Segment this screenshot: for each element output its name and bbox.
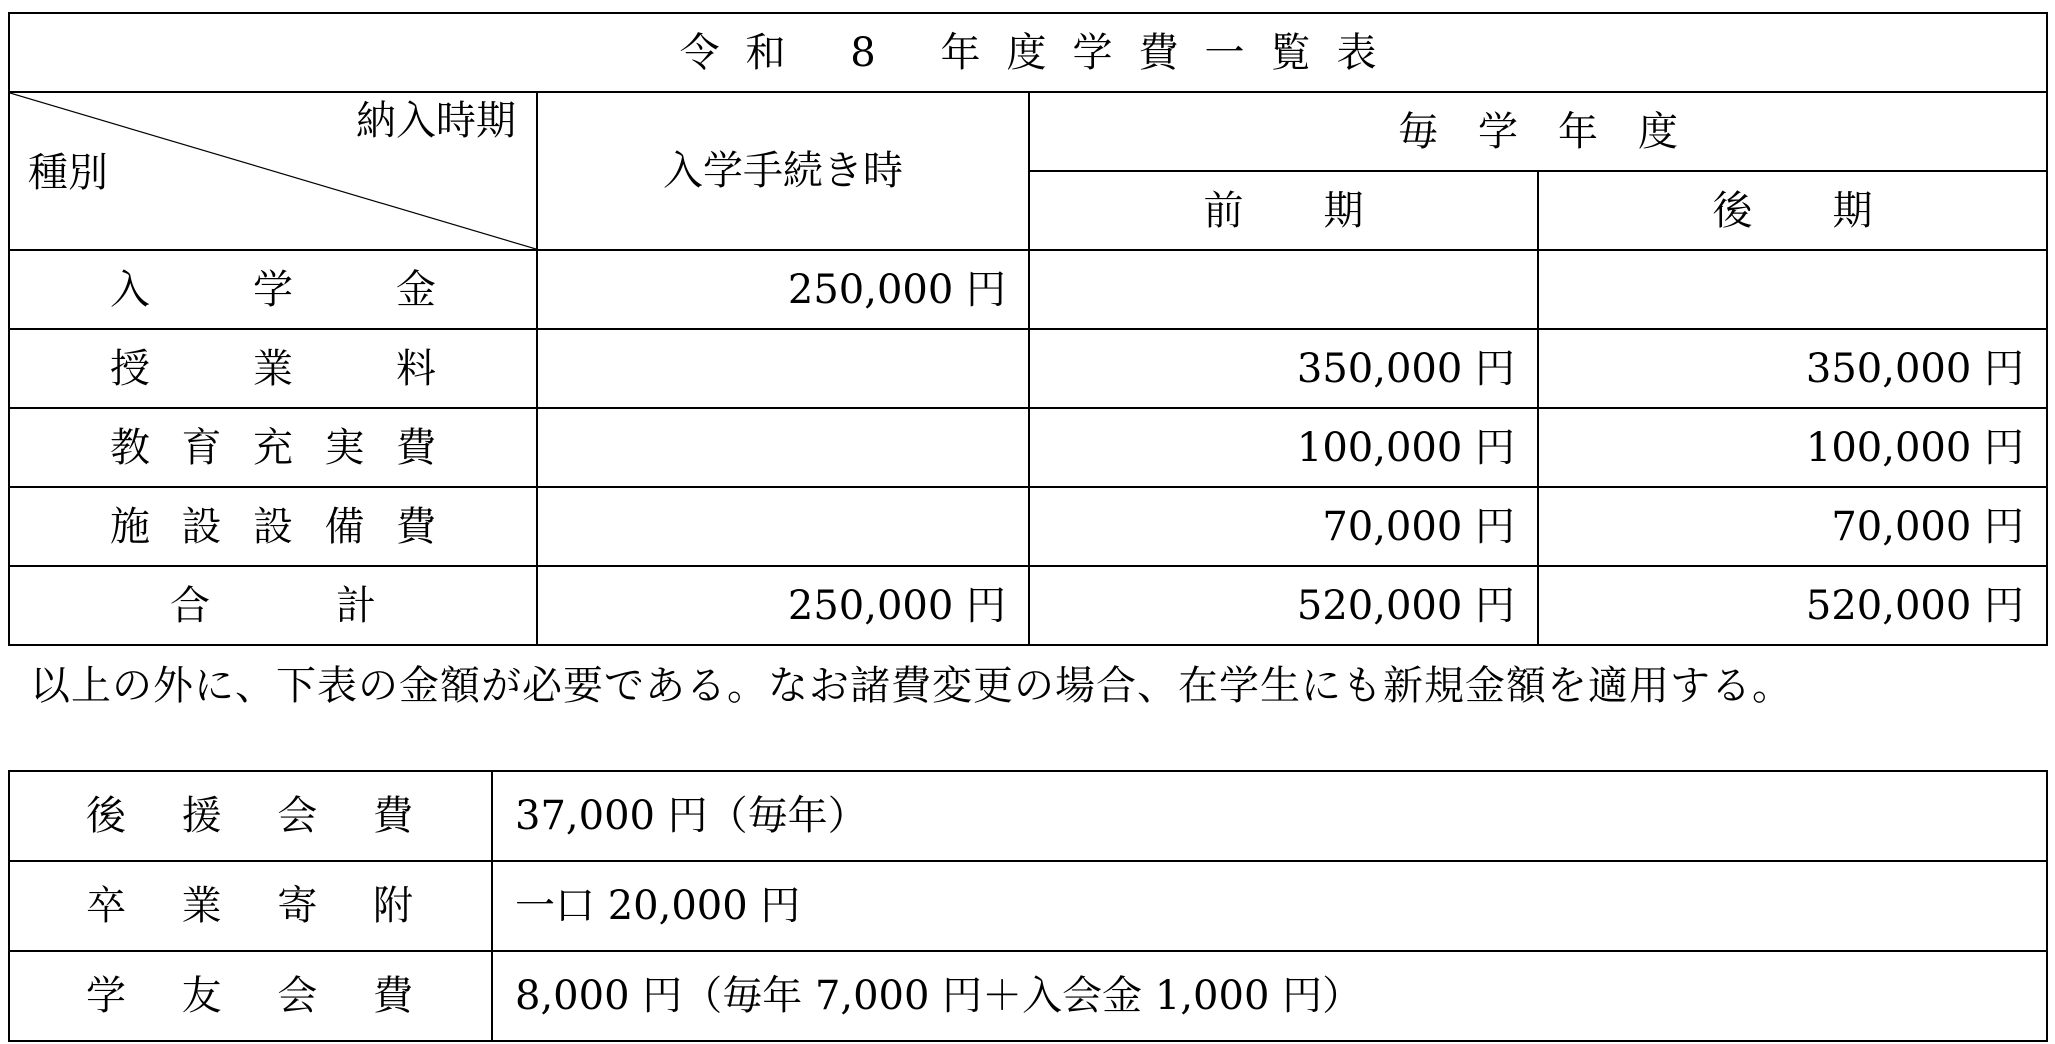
note-text: 以上の外に、下表の金額が必要である。なお諸費変更の場合、在学生にも新規金額を適用する。: [30, 663, 1793, 709]
first-term-amount: [1029, 250, 1538, 329]
total-second-term-amount: 520,000 円: [1538, 566, 2047, 645]
second-term-amount: [1538, 250, 2047, 329]
extra-fee-label: 卒業寄附: [9, 861, 492, 951]
total-label: 合計: [9, 566, 537, 645]
admission-amount: [537, 487, 1029, 566]
first-term-amount: 70,000 円: [1029, 487, 1538, 566]
extra-fee-label: 後援会費: [9, 771, 492, 861]
admission-amount: 250,000 円: [537, 250, 1029, 329]
diagonal-header-cell: [9, 92, 537, 250]
fee-type-label: 種別: [28, 150, 108, 196]
additional-fees-table: [8, 770, 2048, 1042]
total-first-term-amount: 520,000 円: [1029, 566, 1538, 645]
second-term-header: 後 期: [1538, 171, 2047, 250]
second-term-amount: 350,000 円: [1538, 329, 2047, 408]
row-label: 教育充実費: [9, 408, 537, 487]
table-row: [9, 861, 2047, 951]
row-label: 入学金: [9, 250, 537, 329]
table-row: [9, 250, 2047, 329]
admission-column-header: 入学手続き時: [537, 92, 1029, 250]
second-term-amount: 70,000 円: [1538, 487, 2047, 566]
table-title: 令和 8 年度学費一覧表: [9, 13, 2047, 92]
first-term-amount: 100,000 円: [1029, 408, 1538, 487]
extra-fee-value: 8,000 円（毎年 7,000 円＋入会金 1,000 円）: [492, 951, 2047, 1041]
yearly-column-header: 毎 学 年 度: [1029, 92, 2047, 171]
table-row: [9, 951, 2047, 1041]
first-term-amount: 350,000 円: [1029, 329, 1538, 408]
extra-fee-value: 一口 20,000 円: [492, 861, 2047, 951]
table-row: [9, 329, 2047, 408]
tuition-table: [8, 12, 2048, 646]
admission-amount: [537, 329, 1029, 408]
extra-fee-value: 37,000 円（毎年）: [492, 771, 2047, 861]
table-row: [9, 771, 2047, 861]
extra-fee-label: 学友会費: [9, 951, 492, 1041]
row-label: 授業料: [9, 329, 537, 408]
row-label: 施設設備費: [9, 487, 537, 566]
second-term-amount: 100,000 円: [1538, 408, 2047, 487]
first-term-header: 前 期: [1029, 171, 1538, 250]
payment-period-label: 納入時期: [356, 98, 516, 144]
table-row: [9, 487, 2047, 566]
table-row: [9, 408, 2047, 487]
total-row: [9, 566, 2047, 645]
total-admission-amount: 250,000 円: [537, 566, 1029, 645]
admission-amount: [537, 408, 1029, 487]
